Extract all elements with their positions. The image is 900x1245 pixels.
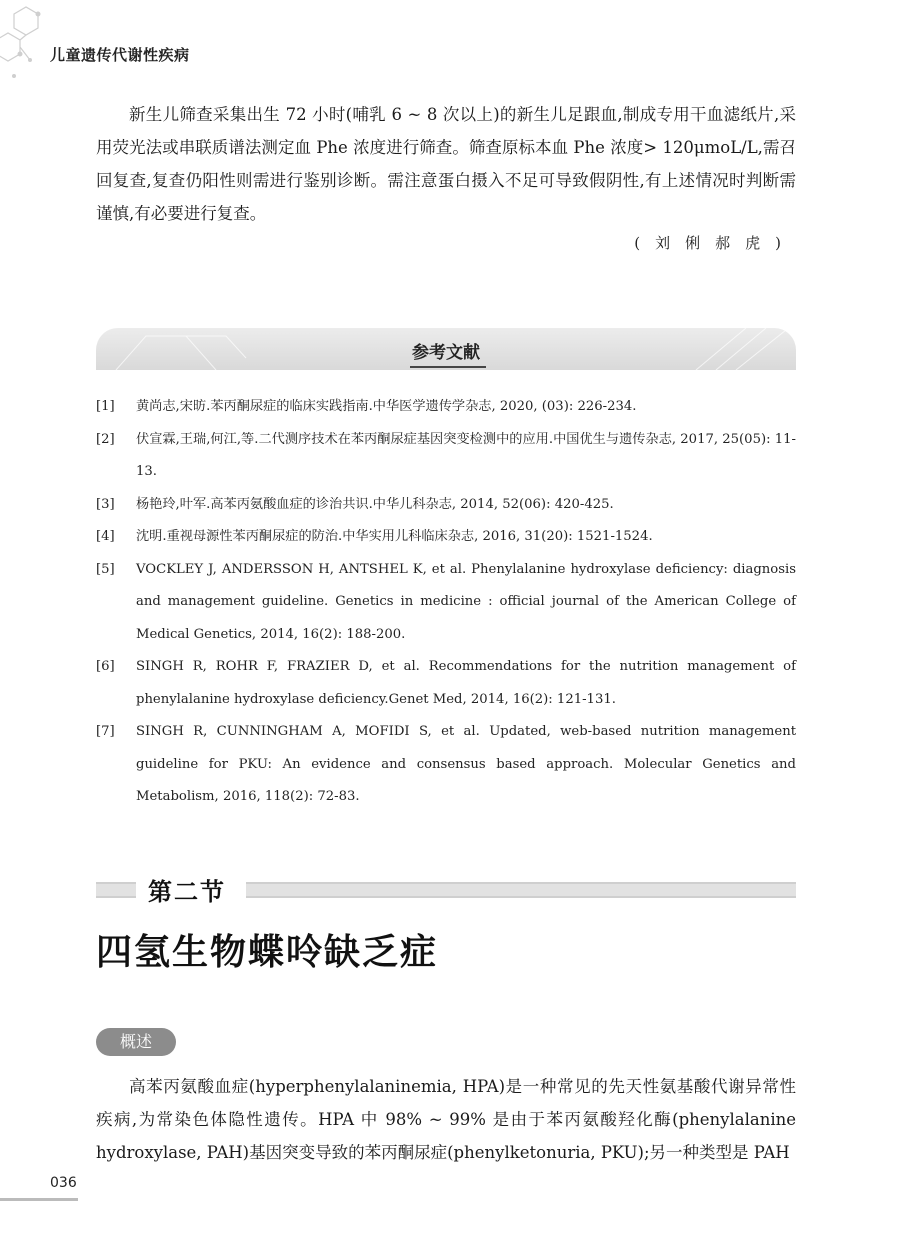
reference-number: [2] <box>96 431 115 447</box>
reference-text: 伏宣霖,王瑞,何江,等.二代测序技术在苯丙酮尿症基因突变检测中的应用.中国优生与遗传杂志, 2017, 25(05): 11-13. <box>136 431 796 479</box>
reference-item <box>96 489 796 522</box>
reference-text: VOCKLEY J, ANDERSSON H, ANTSHEL K, et al. Phenylalanine hydroxylase deficiency: diagnosis and management guideline. Genetics in medicine : official journal of the American College of Medical Genetics, 2014, 16(2): 188-200. <box>136 561 796 642</box>
overview-paragraph: 高苯丙氨酸血症(hyperphenylalaninemia, HPA)是一种常见的先天性氨基酸代谢异常性疾病,为常染色体隐性遗传。HPA 中 98% ~ 99% 是由于苯丙氨酸羟化酶(phenylalanine hydroxylase, PAH)基因突变导致的苯丙酮尿症(phenylketonuria, PKU);另一种类型是 PAH <box>96 1077 796 1162</box>
body-paragraph-overview <box>96 1070 796 1169</box>
reference-text: SINGH R, CUNNINGHAM A, MOFIDI S, et al. Updated, web-based nutrition management guideline for PKU: An evidence and consensus based approach. Molecular Genetics and Metabolism, 2016, 118(2): 72-83. <box>136 724 796 804</box>
reference-number: [5] <box>96 561 115 577</box>
page-number-rule <box>0 1198 78 1201</box>
body-paragraph-top <box>96 98 796 230</box>
references-title: 参考文献 <box>412 343 480 363</box>
section-rule-left <box>96 882 136 898</box>
page-number: 036 <box>50 1175 77 1191</box>
reference-item <box>96 651 796 716</box>
reference-number: [1] <box>96 399 115 414</box>
reference-item <box>96 424 796 489</box>
running-header-title: 儿童遗传代谢性疾病 <box>50 46 190 64</box>
overview-tag: 概述 <box>96 1028 176 1056</box>
references-banner <box>96 328 796 370</box>
reference-number: [4] <box>96 529 115 544</box>
reference-text: 杨艳玲,叶军.高苯丙氨酸血症的诊治共识.中华儿科杂志, 2014, 52(06): 420-425. <box>136 496 614 512</box>
reference-text: 沈明.重视母源性苯丙酮尿症的防治.中华实用儿科临床杂志, 2016, 31(20): 1521-1524. <box>136 529 653 544</box>
reference-item <box>96 521 796 554</box>
section-rule-right <box>246 882 796 898</box>
reference-number: [6] <box>96 659 115 674</box>
reference-number: [3] <box>96 496 115 512</box>
section-title: 四氢生物蝶呤缺乏症 <box>96 931 439 973</box>
references-title-underline <box>410 366 486 368</box>
reference-number: [7] <box>96 724 115 739</box>
author-signature: (刘俐郝虎) <box>634 234 796 252</box>
reference-list <box>96 391 796 814</box>
section-number: 第二节 <box>148 877 226 906</box>
reference-text: 黄尚志,宋昉.苯丙酮尿症的临床实践指南.中华医学遗传学杂志, 2020, (03): 226-234. <box>136 399 637 414</box>
screening-paragraph: 新生儿筛查采集出生 72 小时(哺乳 6 ~ 8 次以上)的新生儿足跟血,制成专用干血滤纸片,采用荧光法或串联质谱法测定血 Phe 浓度进行筛查。筛查原标本血 Phe 浓度> 120μmoL/L,需召回复查,复查仍阳性则需进行鉴别诊断。需注意蛋白摄入不足可导致假阴性,有上述情况时判断需谨慎,有必要进行复查。 <box>96 105 796 223</box>
reference-item <box>96 554 796 652</box>
reference-item <box>96 391 796 424</box>
reference-text: SINGH R, ROHR F, FRAZIER D, et al. Recommendations for the nutrition management of phenylalanine hydroxylase deficiency.Genet Med, 2014, 16(2): 121-131. <box>136 659 796 707</box>
reference-item <box>96 716 796 814</box>
